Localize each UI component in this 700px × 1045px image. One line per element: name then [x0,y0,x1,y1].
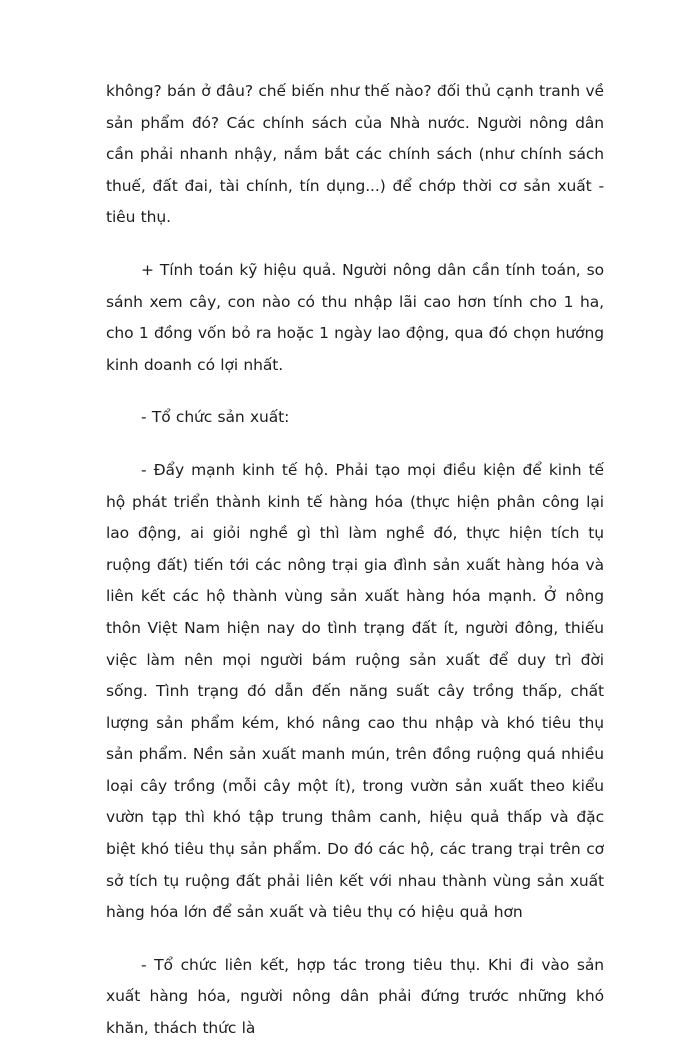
paragraph-efficiency-calculation: + Tính toán kỹ hiệu quả. Người nông dân cần tính toán, so sánh xem cây, con nào có thu nhập lãi cao hơn tính cho 1 ha, cho 1 đồng vốn bỏ ra hoặc 1 ngày lao động, qua đó chọn hướng kinh doanh có lợi nhất. [106,260,604,374]
paragraph-production-organization-heading: - Tổ chức sản xuất: [141,408,290,427]
paragraph-market-questions: không? bán ở đâu? chế biến như thế nào? đối thủ cạnh tranh về sản phẩm đó? Các chính sách của Nhà nước. Người nông dân cần phải nhanh nhậy, nắm bắt các chính sách (như chính sách thuế, đất đai, tài chính, tín dụng...) để chớp thời cơ sản xuất - tiêu thụ. [106,82,604,227]
paragraph-consumption-cooperation: - Tổ chức liên kết, hợp tác trong tiêu thụ. Khi đi vào sản xuất hàng hóa, người nông dân phải đứng trước những khó khăn, thách thức là [106,955,604,1038]
paragraph-household-economy: - Đẩy mạnh kinh tế hộ. Phải tạo mọi điều kiện để kinh tế hộ phát triển thành kinh tế hàng hóa (thực hiện phân công lại lao động, ai giỏi nghề gì thì làm nghề đó, thực hiện tích tụ ruộng đất) tiến tới các nông trại gia đình sản xuất hàng hóa và liên kết các hộ thành vùng sản xuất hàng hóa mạnh. Ở nông thôn Việt Nam hiện nay do tình trạng đất ít, người đông, thiếu việc làm nên mọi người bám ruộng sản xuất để duy trì đời sống. Tình trạng đó dẫn đến năng suất cây trồng thấp, chất lượng sản phẩm kém, khó nâng cao thu nhập và khó tiêu thụ sản phẩm. Nền sản xuất manh mún, trên đồng ruộng quá nhiều loại cây trồng (mỗi cây một ít), trong vườn sản xuất theo kiểu vườn tạp thì khó tập trung thâm canh, hiệu quả thấp và đặc biệt khó tiêu thụ sản phẩm. Do đó các hộ, các trang trại trên cơ sở tích tụ ruộng đất phải liên kết với nhau thành vùng sản xuất hàng hóa lớn để sản xuất và tiêu thụ có hiệu quả hơn [106,460,604,922]
